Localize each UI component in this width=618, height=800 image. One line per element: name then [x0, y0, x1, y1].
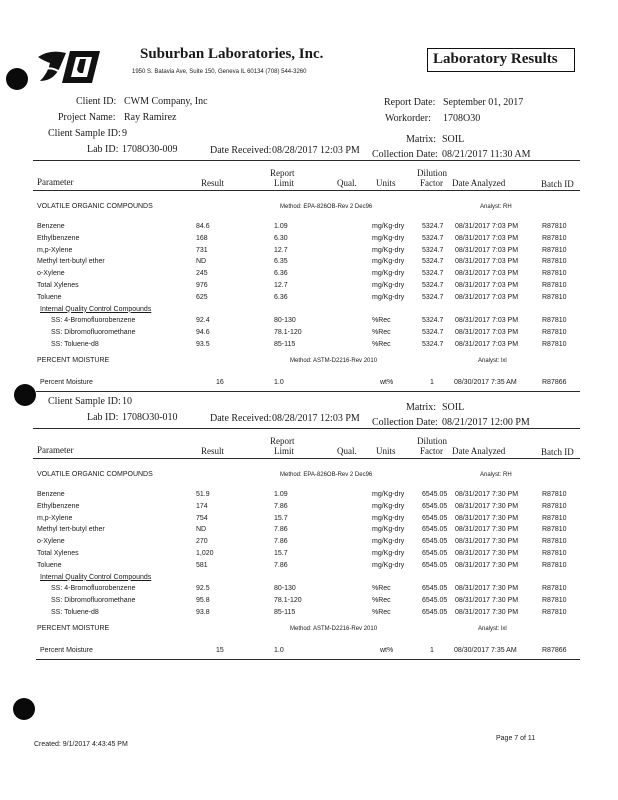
sample-2-voc-row-2-result: 174 — [196, 502, 208, 510]
sample-1-voc-row-1-date: 08/31/2017 7:03 PM — [455, 223, 519, 230]
company-logo — [36, 47, 102, 87]
sample-2-matrix-label: Matrix: — [406, 402, 436, 413]
company-address: 1950 S. Batavia Ave, Suite 150, Geneva IL 60134 (708) 544-3260 — [132, 69, 307, 75]
sample-1-qc-row-3-parameter: SS: Toluene-d8 — [51, 341, 99, 348]
sample-1-header-parameter: Parameter — [37, 177, 74, 187]
punch-hole-top — [6, 68, 28, 90]
workorder-value: 1708O30 — [443, 113, 481, 124]
sample-2-qc-row-1-date: 08/31/2017 7:30 PM — [455, 585, 519, 593]
sample-1-voc-row-2-date: 08/31/2017 7:03 PM — [455, 234, 519, 242]
sample-2-qc-row-2-result: 95.8 — [196, 597, 210, 605]
sample-2-header-dilution-bottom: Factor — [420, 446, 443, 456]
sample-1-voc-row-3-date: 08/31/2017 7:03 PM — [455, 246, 519, 254]
sample-2-voc-analyst: Analyst: RH — [480, 472, 512, 478]
sample-2-qc-row-1-result: 92.5 — [196, 585, 210, 593]
sample-1-qc-row-3-date: 08/31/2017 7:03 PM — [455, 341, 519, 348]
project-name-value: Ray Ramirez — [124, 112, 177, 123]
sample-2-qc-row-1-parameter: SS: 4-Bromofluorobenzene — [51, 585, 136, 593]
sample-2-header-dilution-top: Dilution — [417, 436, 448, 446]
sample-1-date-received-label: Date Received: — [210, 145, 272, 156]
sample-2-moisture-row-limit: 1.0 — [274, 646, 284, 654]
sample-1-header-limit-bottom: Limit — [274, 178, 294, 188]
sample-2-qc-row-2-dilution: 6545.05 — [422, 597, 448, 605]
sample-1-voc-row-4-dilution: 5324.7 — [422, 258, 444, 266]
sample-2-header-limit-top: Report — [270, 436, 295, 446]
sample-2-voc-row-6-dilution: 6545.05 — [422, 550, 448, 557]
sample-1-header-rule — [33, 190, 580, 191]
sample-1-qc-row-2-limit: 78.1-120 — [274, 329, 302, 337]
punch-hole-middle — [14, 384, 36, 406]
sample-1-collection-date-label: Collection Date: — [372, 149, 438, 160]
sample-2-qc-row-3-parameter: SS: Toluene-d8 — [51, 609, 99, 616]
sample-1-voc-row-1-batch: R87810 — [542, 223, 567, 230]
sample-2-voc-row-3-parameter: m,p-Xylene — [37, 514, 73, 522]
sample-2-voc-row-4-result: ND — [196, 526, 207, 534]
sample-2-client-sample-id: 10 — [122, 396, 132, 407]
sample-2-qc-row-3-dilution: 6545.05 — [422, 609, 448, 616]
sample-2-voc-row-1-batch: R87810 — [542, 491, 567, 498]
sample-1-qc-row-1-units: %Rec — [372, 317, 391, 325]
sample-1-voc-row-3-limit: 12.7 — [274, 246, 288, 254]
sample-2-voc-row-1-units: mg/Kg-dry — [372, 491, 405, 498]
sample-1-voc-row-4-batch: R87810 — [542, 258, 567, 266]
sample-2-moisture-rule — [36, 659, 580, 660]
report-date-label: Report Date: — [384, 97, 436, 108]
sample-2-voc-row-6-result: 1,020 — [196, 550, 214, 557]
sample-1-qc-row-2-batch: R87810 — [542, 329, 567, 337]
sample-2-date-received-label: Date Received: — [210, 413, 272, 424]
sample-1-moisture-row-units: wt% — [380, 378, 394, 386]
sample-1-moisture-title: PERCENT MOISTURE — [37, 356, 110, 364]
sample-2-header-date-analyzed: Date Analyzed — [452, 446, 506, 456]
sample-1-matrix: SOIL — [442, 134, 465, 145]
sample-1-moisture-row-parameter: Percent Moisture — [40, 378, 93, 386]
sample-2-voc-row-7-batch: R87810 — [542, 561, 567, 569]
project-name-label: Project Name: — [58, 112, 116, 123]
sample-1-moisture-row-limit: 1.0 — [274, 378, 284, 386]
sample-1-voc-row-7-parameter: Toluene — [37, 293, 62, 301]
sample-2-header-batch-id: Batch ID — [541, 447, 574, 457]
sample-2-voc-row-4-date: 08/31/2017 7:30 PM — [455, 526, 519, 534]
sample-1-client-sample-id: 9 — [122, 128, 127, 139]
sample-1-date-received: 08/28/2017 12:03 PM — [272, 145, 360, 156]
sample-1-qc-row-1-limit: 80-130 — [274, 317, 296, 325]
sample-2-qc-row-2-parameter: SS: Dibromofluoromethane — [51, 597, 136, 605]
sample-2-voc-row-7-date: 08/31/2017 7:30 PM — [455, 561, 519, 569]
sample-1-voc-row-6-parameter: Total Xylenes — [37, 282, 79, 289]
sample-2-header-limit-bottom: Limit — [274, 446, 294, 456]
sample-1-voc-row-7-date: 08/31/2017 7:03 PM — [455, 293, 519, 301]
sample-2-voc-row-7-dilution: 6545.05 — [422, 561, 448, 569]
sample-2-voc-row-3-limit: 15.7 — [274, 514, 288, 522]
punch-hole-bottom — [13, 698, 35, 720]
sample-1-header-dilution-bottom: Factor — [420, 178, 443, 188]
sample-2-voc-row-3-units: mg/Kg-dry — [372, 514, 405, 522]
sample-2-date-received: 08/28/2017 12:03 PM — [272, 413, 360, 424]
sample-1-voc-row-6-batch: R87810 — [542, 282, 567, 289]
sample-1-voc-row-7-result: 625 — [196, 293, 208, 301]
sample-1-header-qual: Qual. — [337, 178, 357, 188]
sample-1-moisture-row-dilution: 1 — [430, 378, 434, 386]
sample-2-header-result: Result — [201, 446, 225, 456]
sample-1-voc-row-6-date: 08/31/2017 7:03 PM — [455, 282, 519, 289]
sample-2-voc-row-6-parameter: Total Xylenes — [37, 550, 79, 557]
sample-1-voc-row-5-limit: 6.36 — [274, 270, 288, 278]
sample-2-voc-row-3-dilution: 6545.05 — [422, 514, 448, 522]
sample-2-moisture-row-date: 08/30/2017 7:35 AM — [454, 646, 517, 654]
sample-1-voc-row-4-units: mg/Kg-dry — [372, 258, 405, 266]
sample-2-top-rule — [33, 428, 580, 429]
sample-2-voc-row-5-date: 08/31/2017 7:30 PM — [455, 538, 519, 546]
sample-1-voc-analyst: Analyst: RH — [480, 204, 512, 210]
sample-2-lab-id-label: Lab ID: — [87, 412, 119, 423]
sample-2-collection-date-label: Collection Date: — [372, 417, 438, 428]
sample-1-voc-row-7-batch: R87810 — [542, 293, 567, 301]
sample-1-voc-row-5-date: 08/31/2017 7:03 PM — [455, 270, 519, 278]
sample-2-qc-row-1-units: %Rec — [372, 585, 391, 593]
sample-1-voc-row-7-units: mg/Kg-dry — [372, 293, 405, 301]
sample-2-matrix: SOIL — [442, 402, 465, 413]
sample-2-voc-row-2-limit: 7.86 — [274, 502, 288, 510]
sample-1-voc-title: VOLATILE ORGANIC COMPOUNDS — [37, 203, 153, 210]
sample-2-voc-row-4-limit: 7.86 — [274, 526, 288, 534]
sample-1-moisture-method: Method: ASTM-D2216-Rev 2010 — [290, 357, 378, 364]
sample-2-voc-row-1-date: 08/31/2017 7:30 PM — [455, 491, 519, 498]
sample-1-voc-row-2-limit: 6.30 — [274, 234, 288, 242]
sample-1-qc-row-2-dilution: 5324.7 — [422, 329, 444, 337]
sample-1-voc-row-3-parameter: m,p-Xylene — [37, 246, 73, 254]
sample-2-voc-row-7-parameter: Toluene — [37, 561, 62, 569]
report-date-value: September 01, 2017 — [443, 97, 524, 108]
sample-2-voc-title: VOLATILE ORGANIC COMPOUNDS — [37, 471, 153, 478]
sample-1-voc-row-1-units: mg/Kg-dry — [372, 223, 405, 230]
sample-1-header-date-analyzed: Date Analyzed — [452, 178, 506, 188]
sample-2-voc-row-2-dilution: 6545.05 — [422, 502, 448, 510]
sample-1-qc-row-3-dilution: 5324.7 — [422, 341, 444, 348]
sample-2-voc-row-1-limit: 1.09 — [274, 491, 288, 498]
sample-2-voc-row-7-result: 581 — [196, 561, 208, 569]
sample-2-voc-row-3-batch: R87810 — [542, 514, 567, 522]
sample-1-voc-row-6-result: 976 — [196, 282, 208, 289]
sample-2-voc-row-2-date: 08/31/2017 7:30 PM — [455, 502, 519, 510]
sample-1-voc-row-6-units: mg/Kg-dry — [372, 282, 405, 289]
sample-2-collection-date: 08/21/2017 12:00 PM — [442, 417, 530, 428]
sample-2-voc-row-1-parameter: Benzene — [37, 491, 65, 498]
sample-1-qc-row-2-date: 08/31/2017 7:03 PM — [455, 329, 519, 337]
sample-1-voc-row-6-dilution: 5324.7 — [422, 282, 444, 289]
client-id-value: CWM Company, Inc — [124, 96, 208, 107]
sample-2-voc-row-4-units: mg/Kg-dry — [372, 526, 405, 534]
client-id-label: Client ID: — [76, 96, 117, 107]
sample-1-moisture-row-date: 08/30/2017 7:35 AM — [454, 378, 517, 386]
sample-2-voc-row-6-limit: 15.7 — [274, 550, 288, 557]
sample-2-qc-row-2-units: %Rec — [372, 597, 391, 605]
sample-2-moisture-row-parameter: Percent Moisture — [40, 646, 93, 654]
sample-2-qc-row-1-batch: R87810 — [542, 585, 567, 593]
sample-1-voc-row-5-parameter: o-Xylene — [37, 270, 65, 278]
sample-2-voc-row-6-date: 08/31/2017 7:30 PM — [455, 550, 519, 557]
sample-1-voc-row-3-units: mg/Kg-dry — [372, 246, 405, 254]
sample-1-voc-row-4-result: ND — [196, 258, 207, 266]
sample-2-qc-row-2-limit: 78.1-120 — [274, 597, 302, 605]
sample-1-moisture-row-batch: R87866 — [542, 378, 567, 386]
sample-1-voc-row-7-limit: 6.36 — [274, 293, 288, 301]
sample-1-header-batch-id: Batch ID — [541, 179, 574, 189]
sample-2-voc-row-5-result: 270 — [196, 538, 208, 546]
sample-2-voc-row-1-dilution: 6545.05 — [422, 491, 448, 498]
sample-1-qc-row-3-result: 93.5 — [196, 341, 210, 348]
sample-2-voc-row-4-batch: R87810 — [542, 526, 567, 534]
sample-2-qc-row-3-batch: R87810 — [542, 609, 567, 616]
sample-1-voc-row-5-units: mg/Kg-dry — [372, 270, 405, 278]
sample-1-voc-row-1-dilution: 5324.7 — [422, 223, 444, 230]
sample-2-voc-row-5-parameter: o-Xylene — [37, 538, 65, 546]
sample-1-voc-row-4-limit: 6.35 — [274, 258, 288, 266]
sample-2-voc-row-3-result: 754 — [196, 514, 208, 522]
sample-2-qc-row-3-units: %Rec — [372, 609, 391, 616]
sample-1-header-dilution-top: Dilution — [417, 168, 448, 178]
sample-1-voc-row-7-dilution: 5324.7 — [422, 293, 444, 301]
sample-1-lab-id: 1708O30-009 — [122, 144, 178, 155]
sample-2-voc-row-5-dilution: 6545.05 — [422, 538, 448, 546]
sample-1-qc-row-3-limit: 85-115 — [274, 341, 296, 348]
sample-2-voc-row-7-units: mg/Kg-dry — [372, 561, 405, 569]
sample-2-voc-row-2-units: mg/Kg-dry — [372, 502, 405, 510]
sample-2-voc-row-4-dilution: 6545.05 — [422, 526, 448, 534]
sample-1-voc-row-2-units: mg/Kg-dry — [372, 234, 405, 242]
sample-1-lab-id-label: Lab ID: — [87, 144, 119, 155]
sample-2-moisture-method: Method: ASTM-D2216-Rev 2010 — [290, 625, 378, 632]
sample-2-voc-row-2-parameter: Ethylbenzene — [37, 502, 80, 510]
lab-results-title: Laboratory Results — [433, 51, 558, 67]
sample-1-header-result: Result — [201, 178, 225, 188]
sample-1-voc-row-3-dilution: 5324.7 — [422, 246, 444, 254]
sample-1-qc-title: Internal Quality Control Compounds — [40, 305, 152, 313]
sample-1-moisture-analyst: Analyst: lxl — [478, 357, 507, 364]
sample-2-moisture-row-batch: R87866 — [542, 646, 567, 654]
sample-1-voc-row-1-limit: 1.09 — [274, 223, 288, 230]
sample-2-lab-id: 1708O30-010 — [122, 412, 178, 423]
slab-logo-icon — [36, 47, 102, 87]
sample-2-qc-row-3-date: 08/31/2017 7:30 PM — [455, 609, 519, 616]
sample-1-voc-row-2-batch: R87810 — [542, 234, 567, 242]
sample-2-moisture-title: PERCENT MOISTURE — [37, 624, 110, 632]
sample-1-header-units: Units — [376, 178, 396, 188]
created-timestamp: Created: 9/1/2017 4:43:45 PM — [34, 741, 128, 748]
sample-1-voc-row-3-result: 731 — [196, 246, 208, 254]
sample-2-voc-row-5-batch: R87810 — [542, 538, 567, 546]
sample-2-voc-row-5-limit: 7.86 — [274, 538, 288, 546]
sample-2-qc-row-1-dilution: 6545.05 — [422, 585, 448, 593]
sample-1-matrix-label: Matrix: — [406, 134, 436, 145]
company-name: Suburban Laboratories, Inc. — [140, 46, 324, 62]
sample-2-client-sample-label: Client Sample ID: — [48, 396, 121, 407]
sample-1-voc-row-2-result: 168 — [196, 234, 208, 242]
sample-1-voc-row-2-parameter: Ethylbenzene — [37, 234, 80, 242]
sample-1-voc-row-5-dilution: 5324.7 — [422, 270, 444, 278]
sample-2-qc-row-2-date: 08/31/2017 7:30 PM — [455, 597, 519, 605]
sample-2-moisture-analyst: Analyst: lxl — [478, 625, 507, 632]
sample-2-qc-row-1-limit: 80-130 — [274, 585, 296, 593]
workorder-label: Workorder: — [385, 113, 431, 124]
sample-1-qc-row-3-batch: R87810 — [542, 341, 567, 348]
sample-1-voc-row-1-result: 84.6 — [196, 223, 210, 230]
sample-1-qc-row-1-dilution: 5324.7 — [422, 317, 444, 325]
sample-1-voc-method: Method: EPA-826OB-Rev 2 Dec96 — [280, 204, 373, 210]
sample-2-qc-title: Internal Quality Control Compounds — [40, 573, 152, 581]
sample-2-voc-row-7-limit: 7.86 — [274, 561, 288, 569]
sample-2-qc-row-2-batch: R87810 — [542, 597, 567, 605]
sample-1-voc-row-3-batch: R87810 — [542, 246, 567, 254]
sample-2-header-qual: Qual. — [337, 446, 357, 456]
sample-2-voc-row-4-parameter: Methyl tert-butyl ether — [37, 526, 105, 534]
sample-1-moisture-rule — [36, 391, 580, 392]
sample-1-qc-row-1-batch: R87810 — [542, 317, 567, 325]
sample-1-qc-row-1-result: 92.4 — [196, 317, 210, 325]
sample-1-client-sample-label: Client Sample ID: — [48, 128, 121, 139]
sample-2-voc-row-1-result: 51.9 — [196, 491, 210, 498]
sample-1-qc-row-2-result: 94.6 — [196, 329, 210, 337]
sample-2-moisture-row-result: 15 — [216, 646, 224, 654]
sample-1-qc-row-2-parameter: SS: Dibromofluoromethane — [51, 329, 136, 337]
sample-2-moisture-row-dilution: 1 — [430, 646, 434, 654]
sample-1-qc-row-3-units: %Rec — [372, 341, 391, 348]
sample-1-voc-row-1-parameter: Benzene — [37, 223, 65, 230]
sample-1-moisture-row-result: 16 — [216, 378, 224, 386]
lab-results-badge — [427, 48, 575, 72]
sample-2-header-rule — [33, 458, 580, 459]
sample-2-qc-row-3-result: 93.8 — [196, 609, 210, 616]
sample-2-qc-row-3-limit: 85-115 — [274, 609, 296, 616]
sample-2-header-parameter: Parameter — [37, 445, 74, 455]
sample-1-voc-row-2-dilution: 5324.7 — [422, 234, 444, 242]
sample-1-qc-row-2-units: %Rec — [372, 329, 391, 337]
sample-2-voc-row-6-batch: R87810 — [542, 550, 567, 557]
sample-1-voc-row-4-parameter: Methyl tert-butyl ether — [37, 258, 105, 266]
page-number: Page 7 of 11 — [496, 735, 536, 742]
sample-2-voc-row-3-date: 08/31/2017 7:30 PM — [455, 514, 519, 522]
sample-2-voc-row-5-units: mg/Kg-dry — [372, 538, 405, 546]
sample-1-voc-row-5-result: 245 — [196, 270, 208, 278]
sample-1-voc-row-6-limit: 12.7 — [274, 282, 288, 289]
sample-2-voc-method: Method: EPA-826OB-Rev 2 Dec96 — [280, 472, 373, 478]
sample-1-qc-row-1-date: 08/31/2017 7:03 PM — [455, 317, 519, 325]
sample-1-collection-date: 08/21/2017 11:30 AM — [442, 149, 531, 160]
sample-1-header-limit-top: Report — [270, 168, 295, 178]
sample-1-voc-row-5-batch: R87810 — [542, 270, 567, 278]
sample-1-top-rule — [33, 160, 580, 161]
sample-1-qc-row-1-parameter: SS: 4-Bromofluorobenzene — [51, 317, 136, 325]
sample-1-voc-row-4-date: 08/31/2017 7:03 PM — [455, 258, 519, 266]
sample-2-moisture-row-units: wt% — [380, 646, 394, 654]
sample-2-voc-row-2-batch: R87810 — [542, 502, 567, 510]
sample-2-voc-row-6-units: mg/Kg-dry — [372, 550, 405, 557]
sample-2-header-units: Units — [376, 446, 396, 456]
